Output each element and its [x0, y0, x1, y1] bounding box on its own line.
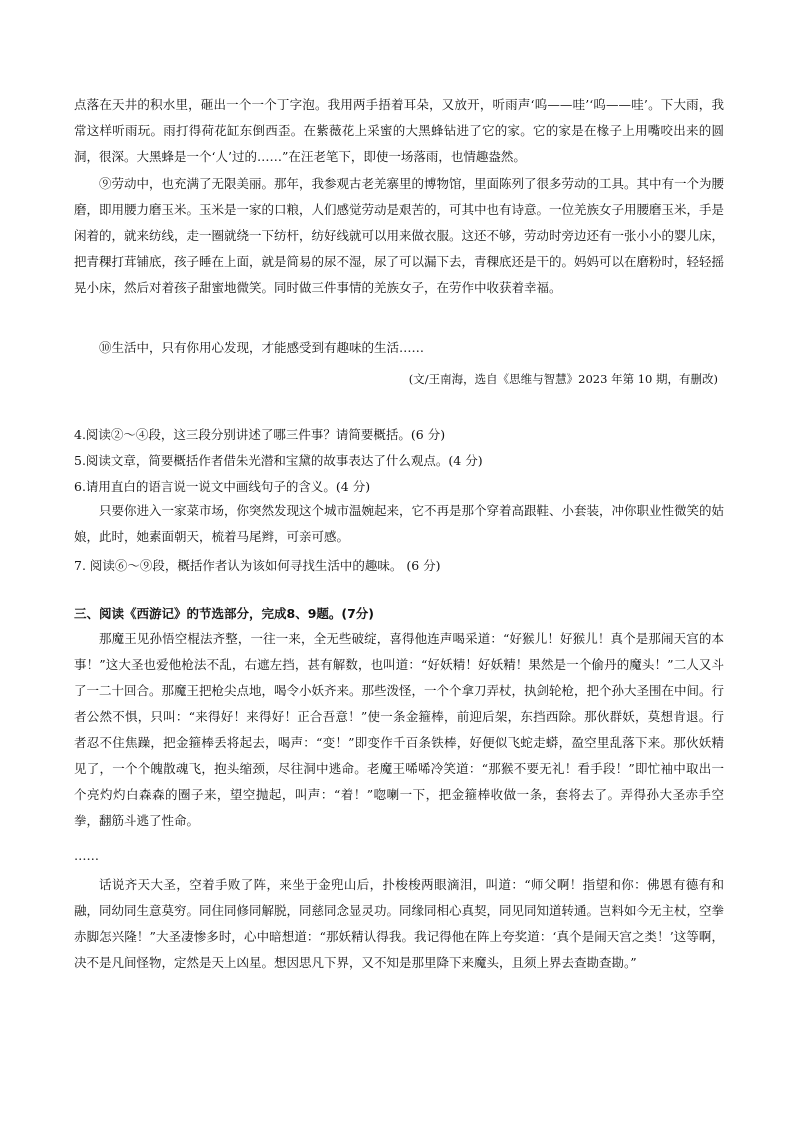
- question-6-quoted-sentence: 只要你进入一家菜市场，你突然发现这个城市温婉起来，它不再是那个穿着高跟鞋、小套装，冲你职业性微笑的姑娘，此时，她素面朝天，梳着马尾辫，可亲可感。: [74, 503, 725, 544]
- question-6: 6.请用直白的语言说一说文中画线句子的含义。(4 分): [74, 479, 371, 494]
- question-5: 5.阅读文章，简要概括作者借朱光潜和宝黛的故事表达了什么观点。(4 分): [74, 453, 483, 468]
- section-3-excerpt-paragraph-2: 话说齐天大圣，空着手败了阵，来坐于金兜山后，扑梭梭两眼滴泪，叫道：“师父啊！指望和你：佛恩有德有和融，同幼同生意莫穷。同住同修同解脱，同慈同念显灵功。同缘同相心真契，同见同知道转通。岂料如今无主杖，空拳赤脚怎兴隆！”大圣凄惨多时，心中暗想道：“那妖精认得我。我记得他在阵上夸奖道：‘真个是闹天宫之类！’这等啊，决不是凡间怪物，定然是天上凶星。想因思凡下界，又不知是那里降下来魔头，且须上界去查勘查勘。”: [74, 877, 725, 970]
- section-3-excerpt-paragraph-1: 那魔王见孙悟空棍法齐整，一往一来，全无些破绽，喜得他连声喝采道：“好猴儿！好猴儿！真个是那闹天宫的本事！”这大圣也爱他枪法不乱，右遮左挡，甚有解数，也叫道：“好妖精！好妖精！果然是一个偷丹的魔头！”二人又斗了一二十回合。那魔王把枪尖点地，喝令小妖齐来。那些泼怪，一个个拿刀弄杖，执剑轮枪，把个孙大圣围在中间。行者公然不惧，只叫：“来得好！来得好！正合吾意！”使一条金箍棒，前迎后架，东挡西除。那伙群妖，莫想肯退。行者忍不住焦躁，把金箍棒丢将起去，喝声：“变！”即变作千百条铁棒，好便似飞蛇走蟒，盈空里乱落下来。那伙妖精见了，一个个魄散魂飞，抱头缩颈，尽往洞中逃命。老魔王唏唏冷笑道：“那猴不要无礼！看手段！”即忙袖中取出一个亮灼灼白森森的圈子来，望空抛起，叫声：“着！”唿喇一下，把金箍棒收做一条，套将去了。弄得孙大圣赤手空拳，翻筋斗逃了性命。: [74, 631, 725, 828]
- passage-paragraph-9: ⑨劳动中，也充满了无限美丽。那年，我参观古老羌寨里的博物馆，里面陈列了很多劳动的工具。其中有一个为腰磨，即用腰力磨玉米。玉米是一家的口粮，人们感觉劳动是艰苦的，可其中也有诗意。一位羌族女子用腰磨玉米，手是闲着的，就来纺线，走一圈就绕一下纺杆，纺好线就可以用来做衣服。这还不够，劳动时旁边还有一张小小的婴儿床，把青稞打茸铺底，孩子睡在上面，就是简易的尿不湿，尿了可以漏下去，青稞底还是干的。妈妈可以在磨粉时，轻轻摇晃小床，然后对着孩子甜蜜地微笑。同时做三件事情的羌族女子，在劳作中收获着幸福。: [74, 176, 725, 295]
- passage-paragraph-8-tail: 点落在天井的积水里，砸出一个一个丁字泡。我用两手捂着耳朵，又放开，听雨声‘呜——哇’‘呜——哇’。下大雨，我常这样听雨玩。雨打得荷花缸东倒西歪。在紫薇花上采蜜的大黑蜂钻进了它的家。它的家是在椽子上用嘴咬出来的圆洞，很深。大黑蜂是一个‘人’过的……”在汪老笔下，即使一场落雨，也情趣盎然。: [74, 97, 724, 164]
- passage-source-citation: (文/王南海，选自《思维与智慧》2023 年第 10 期，有删改): [408, 372, 718, 386]
- question-7: 7. 阅读⑥～⑨段，概括作者认为该如何寻找生活中的趣味。 (6 分): [74, 558, 441, 573]
- passage-paragraph-10: ⑩生活中，只有你用心发现，才能感受到有趣味的生活……: [99, 340, 425, 355]
- section-3-ellipsis: ……: [74, 848, 99, 863]
- section-3-heading: 三、阅读《西游记》的节选部分，完成8、9题。(7分): [74, 606, 375, 621]
- question-4: 4.阅读②～④段，这三段分别讲述了哪三件事？请简要概括。(6 分): [74, 427, 446, 442]
